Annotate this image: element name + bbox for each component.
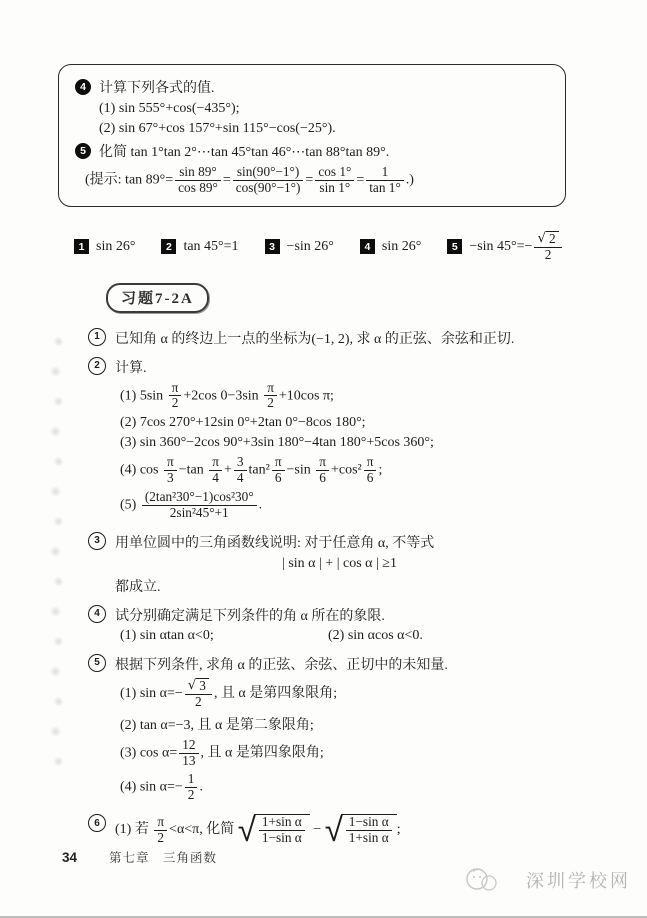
problem-5-item-2: (2) tan α=−3, 且 α 是第二象限角;	[120, 717, 314, 733]
problem-2-text: 计算.	[115, 360, 147, 376]
problem-5-item-3: (3) cos α= $\frac{12}{13}$ , 且 α 是第四象限角;	[120, 736, 324, 768]
watermark-text: 深圳学校网	[526, 871, 631, 891]
print-bleed-marks	[50, 336, 61, 767]
problem-5-list-marker: 5	[88, 654, 106, 672]
problem-5	[88, 652, 564, 807]
answer-2	[161, 239, 238, 255]
box-problem-4	[75, 77, 551, 97]
box-problem-5-title: 化简 tan 1°tan 2°⋯tan 45°tan 46°⋯tan 88°tan 89°.	[99, 145, 390, 160]
answer-4-badge: 4	[360, 239, 375, 254]
box-problem-5	[75, 141, 551, 161]
problem-4-list-marker: 4	[88, 605, 106, 623]
problem-2	[88, 355, 564, 525]
problem-4-item-1: (1) sin αtan α<0;	[120, 627, 214, 643]
problem-4	[88, 603, 564, 647]
answer-4-value: sin 26°	[381, 238, 422, 254]
problem-4-marker: 4	[75, 79, 91, 95]
problem-2-item-4: (4) cos $\frac{\pi}{3}$ −tan $\frac{\pi}{4}$ + $\frac{3}{4}$ tan² $\frac{\pi}{6}$ −sin $\frac{\pi}{6}$ +cos² $\frac{\pi}{6}$ ;	[120, 454, 383, 486]
page-content	[58, 64, 566, 848]
problem-1	[88, 326, 564, 350]
problem-5-marker: 5	[75, 143, 91, 159]
watermark-logo-icon	[462, 864, 502, 896]
box-problem-4-item-1: (1) sin 555°+cos(−435°);	[99, 101, 240, 116]
answer-1	[74, 239, 135, 255]
problem-3-inequality: | sin α | + | cos α | ≥1	[282, 555, 397, 571]
box-problem-4-item-2: (2) sin 67°+cos 157°+sin 115°−cos(−25°).	[99, 121, 336, 136]
problem-2-marker: 2	[88, 357, 106, 375]
page-footer	[62, 848, 217, 866]
answer-5	[447, 231, 563, 263]
answer-2-value: tan 45°=1	[183, 238, 239, 254]
problem-4-item-2: (2) sin αcos α<0.	[328, 627, 423, 643]
answer-3	[265, 239, 334, 255]
problem-2-item-2: (2) 7cos 270°+12sin 0°+2tan 0°−8cos 180°;	[120, 415, 366, 431]
answer-3-badge: 3	[265, 239, 280, 254]
answer-5-value: −sin 45°=− √ 2 2	[469, 231, 563, 263]
problem-3-text: 用单位圆中的三角函数线说明: 对于任意角 α, 不等式	[115, 535, 435, 551]
problem-list	[88, 326, 564, 848]
section-badge: 习题7-2A	[106, 283, 209, 313]
problem-6-marker: 6	[88, 814, 106, 832]
answer-2-badge: 2	[161, 239, 176, 254]
answer-1-value: sin 26°	[96, 238, 136, 254]
problem-1-text: 已知角 α 的终边上一点的坐标为(−1, 2), 求 α 的正弦、余弦和正切.	[115, 331, 515, 347]
problem-3-closing: 都成立.	[115, 579, 161, 595]
problem-2-item-5: (5) $\frac{\text{(2tan²30°−1)cos²30°}}{\text{2sin²45°+1}}$ .	[120, 489, 263, 521]
box-problem-4-title: 计算下列各式的值.	[99, 81, 215, 96]
problem-4-items	[120, 628, 564, 644]
answer-strip	[74, 231, 566, 263]
problem-5-item-4: (4) sin α=− $\frac{1}{2}$ .	[120, 771, 203, 803]
problem-5-item-1: (1) sin α=− √ 3 2 , 且 α 是第四象限角;	[120, 677, 338, 709]
watermark	[462, 864, 631, 896]
problem-5-text: 根据下列条件, 求角 α 的正弦、余弦、正切中的未知量.	[115, 657, 448, 673]
page-number: 34	[62, 850, 78, 865]
problem-3-marker: 3	[88, 532, 106, 550]
box-problem-5-hint: (提示: tan 89°= $\frac{\sin 89^\circ}{\cos 89^\circ}$ = $\frac{\sin(90^\circ-1^\circ)}{\cos(90^\circ-1^\circ)}$ = $\frac{\cos 1^\circ}{\sin 1^\circ}$ = $\frac{1}{\tan 1^\circ}$ .)	[85, 164, 414, 195]
problem-1-marker: 1	[88, 328, 106, 346]
problem-2-item-3: (3) sin 360°−2cos 90°+3sin 180°−4tan 180°+5cos 360°;	[120, 435, 434, 451]
exercise-box	[58, 64, 566, 207]
chapter-title: 第七章 三角函数	[109, 851, 218, 865]
problem-2-item-1: (1) 5sin $\frac{\pi}{2}$ +2cos 0−3sin $\frac{\pi}{2}$ +10cos π;	[120, 379, 334, 411]
problem-6	[88, 809, 564, 849]
answer-5-badge: 5	[447, 239, 462, 254]
answer-1-badge: 1	[74, 239, 89, 254]
problem-4-text: 试分别确定满足下列条件的角 α 所在的象限.	[115, 608, 385, 624]
answer-3-value: −sin 26°	[286, 238, 334, 254]
problem-6-text: (1) 若 $\frac{\pi}{2}$ <α<π, 化简 √ $\frac{\text{1+sin α}}{\text{1−sin α}}$ − √ $\frac{\text{1−sin α}}{\text{1+sin α}}$ ;	[115, 809, 401, 849]
problem-3	[88, 530, 564, 598]
answer-4	[360, 239, 421, 255]
